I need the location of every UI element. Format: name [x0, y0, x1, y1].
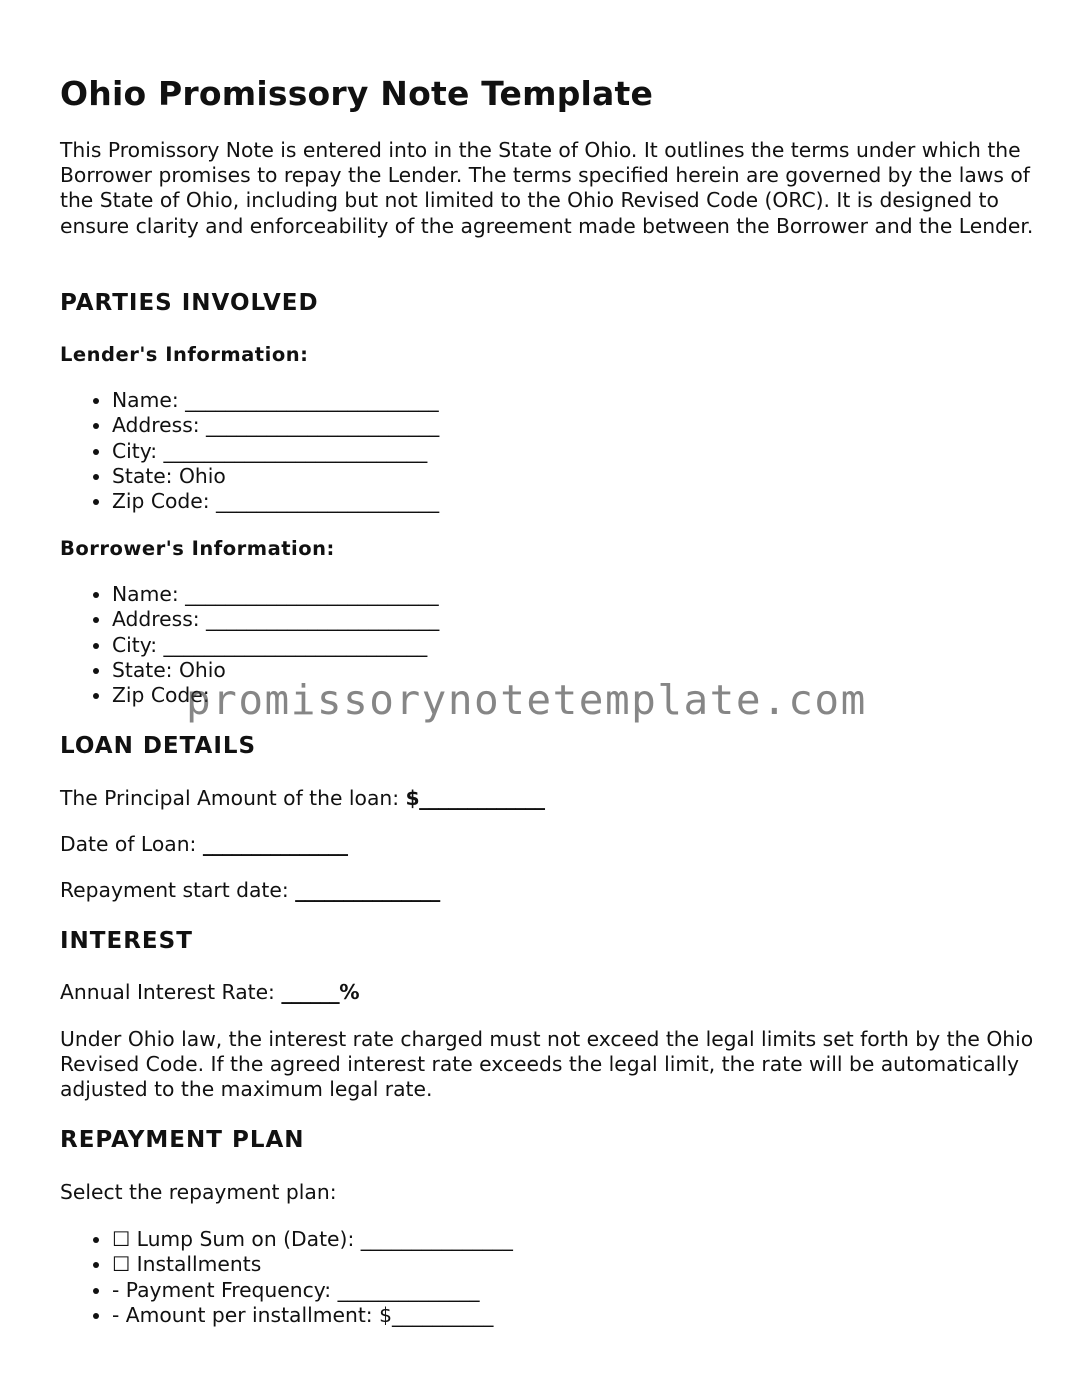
- parties-heading: PARTIES INVOLVED: [60, 290, 319, 316]
- principal-blank: $_____________: [405, 786, 545, 810]
- repayment-prompt: Select the repayment plan:: [60, 1180, 337, 1204]
- page-title: Ohio Promissory Note Template: [60, 74, 654, 113]
- borrower-zip-item: • Zip Code:: [112, 683, 439, 708]
- installment-amount-item: • - Amount per installment: $__________: [112, 1303, 513, 1328]
- lender-name-item: • Name: _________________________: [112, 388, 439, 413]
- interest-rate-line: [60, 980, 359, 1005]
- repayment-start-blank: _______________: [295, 878, 440, 902]
- borrower-city-item: • City: __________________________: [112, 633, 439, 658]
- repayment-heading: REPAYMENT PLAN: [60, 1127, 305, 1153]
- lender-city-item: • City: __________________________: [112, 439, 439, 464]
- interest-rate-blank: ______%: [281, 980, 360, 1004]
- interest-heading: INTEREST: [60, 928, 193, 954]
- lender-address-item: • Address: _______________________: [112, 413, 439, 438]
- borrower-address-item: • Address: _______________________: [112, 607, 439, 632]
- interest-rate-label: Annual Interest Rate:: [60, 980, 282, 1004]
- loan-date-label: Date of Loan:: [60, 832, 203, 856]
- repayment-options-list: [60, 1227, 513, 1328]
- watermark-text: promissorynotetemplate.com: [186, 676, 867, 724]
- repayment-start-line: [60, 878, 440, 903]
- principal-label: The Principal Amount of the loan:: [60, 786, 406, 810]
- payment-frequency-item: • - Payment Frequency: ______________: [112, 1278, 513, 1303]
- intro-paragraph: This Promissory Note is entered into in the State of Ohio. It outlines the terms under which the Borrower promises to repay the Lender. The terms specified herein are governed by the laws of the State of Ohio, including but not limited to the Ohio Revised Code (ORC). It is designed to ensure clarity and enforceability of the agreement made between the Borrower and the Lender.: [60, 138, 1034, 238]
- loan-details-heading: LOAN DETAILS: [60, 733, 257, 759]
- borrower-heading: Borrower's Information:: [60, 537, 335, 560]
- lender-state-item: • State: Ohio: [112, 464, 439, 489]
- borrower-state-item: • State: Ohio: [112, 658, 439, 683]
- principal-line: [60, 786, 544, 811]
- lender-heading: Lender's Information:: [60, 343, 309, 366]
- lender-zip-item: • Zip Code: ______________________: [112, 489, 439, 514]
- installments-option: • ☐ Installments: [112, 1252, 513, 1277]
- lump-sum-option: • ☐ Lump Sum on (Date): _______________: [112, 1227, 513, 1252]
- loan-date-line: [60, 832, 347, 857]
- borrower-info-list: [60, 582, 439, 708]
- repayment-start-label: Repayment start date:: [60, 878, 296, 902]
- borrower-name-item: • Name: _________________________: [112, 582, 439, 607]
- lender-info-list: [60, 388, 439, 514]
- loan-date-blank: _______________: [202, 832, 348, 856]
- interest-note: Under Ohio law, the interest rate charged must not exceed the legal limits set forth by the Ohio Revised Code. If the agreed interest rate exceeds the legal limit, the rate will be automatically adjusted to the maximum legal rate.: [60, 1027, 1034, 1102]
